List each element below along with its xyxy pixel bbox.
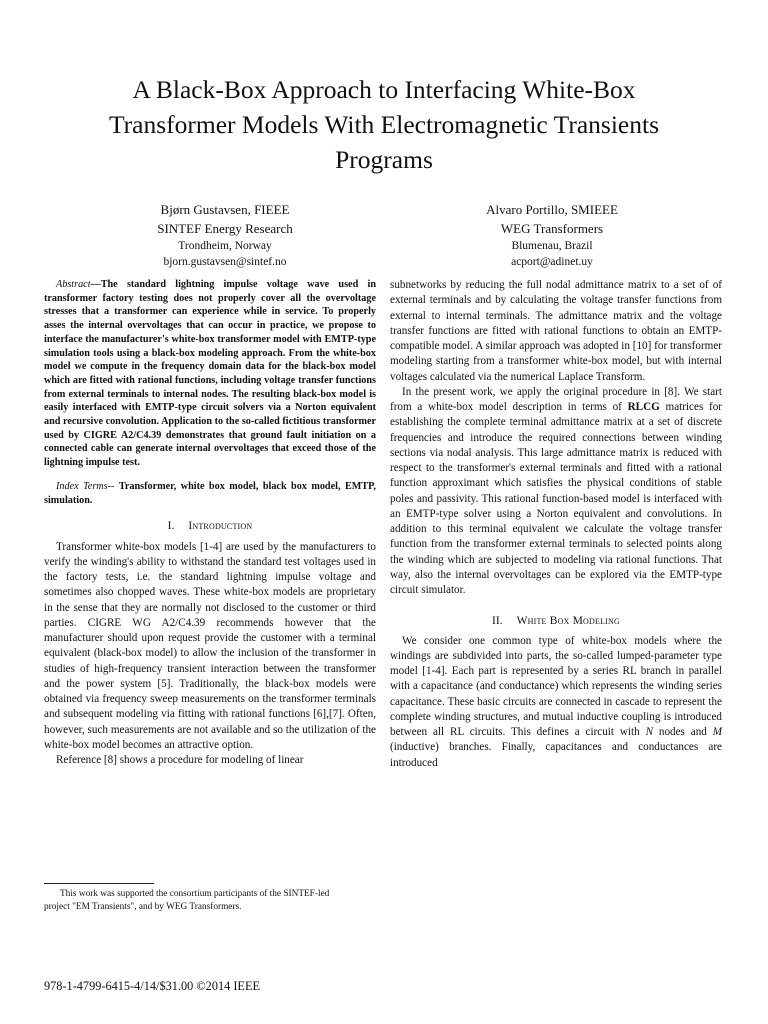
title-line-1: A Black-Box Approach to Interfacing White-Box [132, 75, 636, 104]
abstract-label: Abstract [56, 279, 91, 290]
footnote-divider [44, 883, 154, 884]
footnote-line-2: project "EM Transients", and by WEG Transformers. [44, 901, 242, 912]
title-line-2: Transformer Models With Electromagnetic Transients [109, 110, 659, 139]
author-block-2 [432, 200, 672, 270]
text-run: nodes and [653, 726, 713, 738]
text-run: In the present work, we apply the original procedure in [8]. We start from a white-box model description in terms of [390, 385, 722, 413]
index-terms [44, 480, 376, 507]
body-paragraph-present-work [390, 385, 722, 599]
variable-n: N [645, 726, 653, 738]
title-line-3: Programs [335, 145, 433, 174]
left-column [44, 278, 376, 768]
text-run: matrices for establishing the complete terminal admittance matrix at a set of discrete frequencies and introduce the required connections between winding sections via nodal analysis. This large admittance matrix is reduced with respect to the transformer's external terminals and fitted with a rational function approximant which satisfies the physical conditions of stable poles and passivity. This rational function-based model is interfaced with an EMTP-type solver using a Norton equivalent and convolutions. In addition to this terminal equivalent we calculate the voltage transfer function from the transformer external terminals to selected points along the winding which are subjected to modeling via rational functions. That way, also the internal overvoltages can be explored via the EMTP-type circuit simulator. [390, 401, 722, 596]
copyright-notice: 978-1-4799-6415-4/14/$31.00 ©2014 IEEE [44, 979, 260, 993]
abstract [44, 278, 376, 470]
intro-paragraph-1: Transformer white-box models [1-4] are used by the manufacturers to verify the winding's ability to withstand the standard test voltages used in the factory tests, i.e. the standard lightning impulse voltage and sometimes also chopped waves. These white-box models are proprietary in the sense that they are normally not disclosed to the customer or third parties. CIGRE WG A2/C4.39 recommends however that the manufacturer should upon request provide the customer with a terminal equivalent (black-box model) to allow the inclusion of the transformer in studies of high-frequency transient interaction between the transformer and the power system [5]. Traditionally, the black-box models were obtained via frequency sweep measurements on the transformer terminals and subsequent modeling via fitting with rational functions [6],[7]. Often, however, such measurements are not available and so the utilization of the white-box model becomes an attractive option. [44, 540, 376, 751]
rlcg-term: RLCG [627, 401, 660, 413]
section-heading-white-box-modeling [390, 614, 722, 629]
index-terms-text: Transformer, white box model, black box model, EMTP, simulation. [44, 480, 376, 506]
abstract-dash: — [90, 279, 101, 290]
author-name: Bjørn Gustavsen, FIEEE [160, 202, 290, 217]
index-terms-dash: -- [107, 480, 119, 492]
section-number: II. [492, 615, 503, 628]
section-title: Introduction [188, 520, 253, 533]
author-email: acport@adinet.uy [511, 256, 593, 268]
white-box-paragraph [390, 634, 722, 771]
section-number: I. [167, 520, 175, 533]
abstract-text: The standard lightning impulse voltage wave used in transformer factory testing does not properly cover all the overvoltage stresses that a transformer can experience while in service. To properly asses the internal overvoltages that can occur in practice, we propose to interface the manufacturer's white-box transformer model with EMTP-type simulation tools using a black-box modeling approach. From the white-box model we compute in the frequency domain data for the black-box model which are fitted with rational functions, including voltage transfer functions from external terminals to internal nodes. The resulting black-box model is easily interfaced with EMTP-type circuit solvers via a Norton equivalent and recursive convolution. Application to the so-called fictitious transformer used by CIGRE A2/C4.39 demonstrates that ground fault initiation on a connected cable can generate internal overvoltages that exceed those of the lightning impulse test. [44, 279, 376, 469]
section-title: White Box Modeling [516, 615, 620, 628]
index-terms-label: Index Terms [56, 480, 108, 492]
author-affiliation: SINTEF Energy Research [157, 221, 293, 236]
author-block-1 [105, 200, 345, 270]
footnote-line-1: This work was supported the consortium participants of the SINTEF-led [60, 889, 330, 899]
body-paragraph-continued: subnetworks by reducing the full nodal admittance matrix to a set of of external terminals and by calculating the voltage transfer functions from external to internal terminals. The admittance matrix and the voltage transfer functions are fitted with rational functions to obtain an EMTP-compatible model. A similar approach was adopted in [10] for transformer modeling starting from a transformer white-box model, but with internal voltages calculated via the numerical Laplace Transform. [390, 279, 722, 383]
section-heading-introduction [44, 519, 376, 534]
author-location: Blumenau, Brazil [511, 240, 593, 252]
paper-title [40, 72, 728, 177]
author-affiliation: WEG Transformers [500, 221, 604, 236]
intro-paragraph-2: Reference [8] shows a procedure for modeling of linear [56, 754, 304, 766]
variable-m: M [712, 726, 722, 738]
author-name: Alvaro Portillo, SMIEEE [486, 202, 618, 217]
text-run: (inductive) branches. Finally, capacitances and conductances are introduced [390, 741, 722, 769]
footnote [44, 888, 374, 913]
author-location: Trondheim, Norway [178, 240, 272, 252]
text-run: We consider one common type of white-box models where the windings are subdivided into parts, the so-called lumped-parameter type model [1-4]. Each part is represented by a series RL branch in parallel with a capacitance (and conductance) which represents the winding series capacitance. These basic circuits are connected in cascade to represent the complete winding structures, and mutual inductive coupling is introduced between all RL circuits. This defines a circuit with [390, 634, 722, 738]
author-email: bjorn.gustavsen@sintef.no [163, 256, 287, 268]
right-column [390, 278, 722, 771]
